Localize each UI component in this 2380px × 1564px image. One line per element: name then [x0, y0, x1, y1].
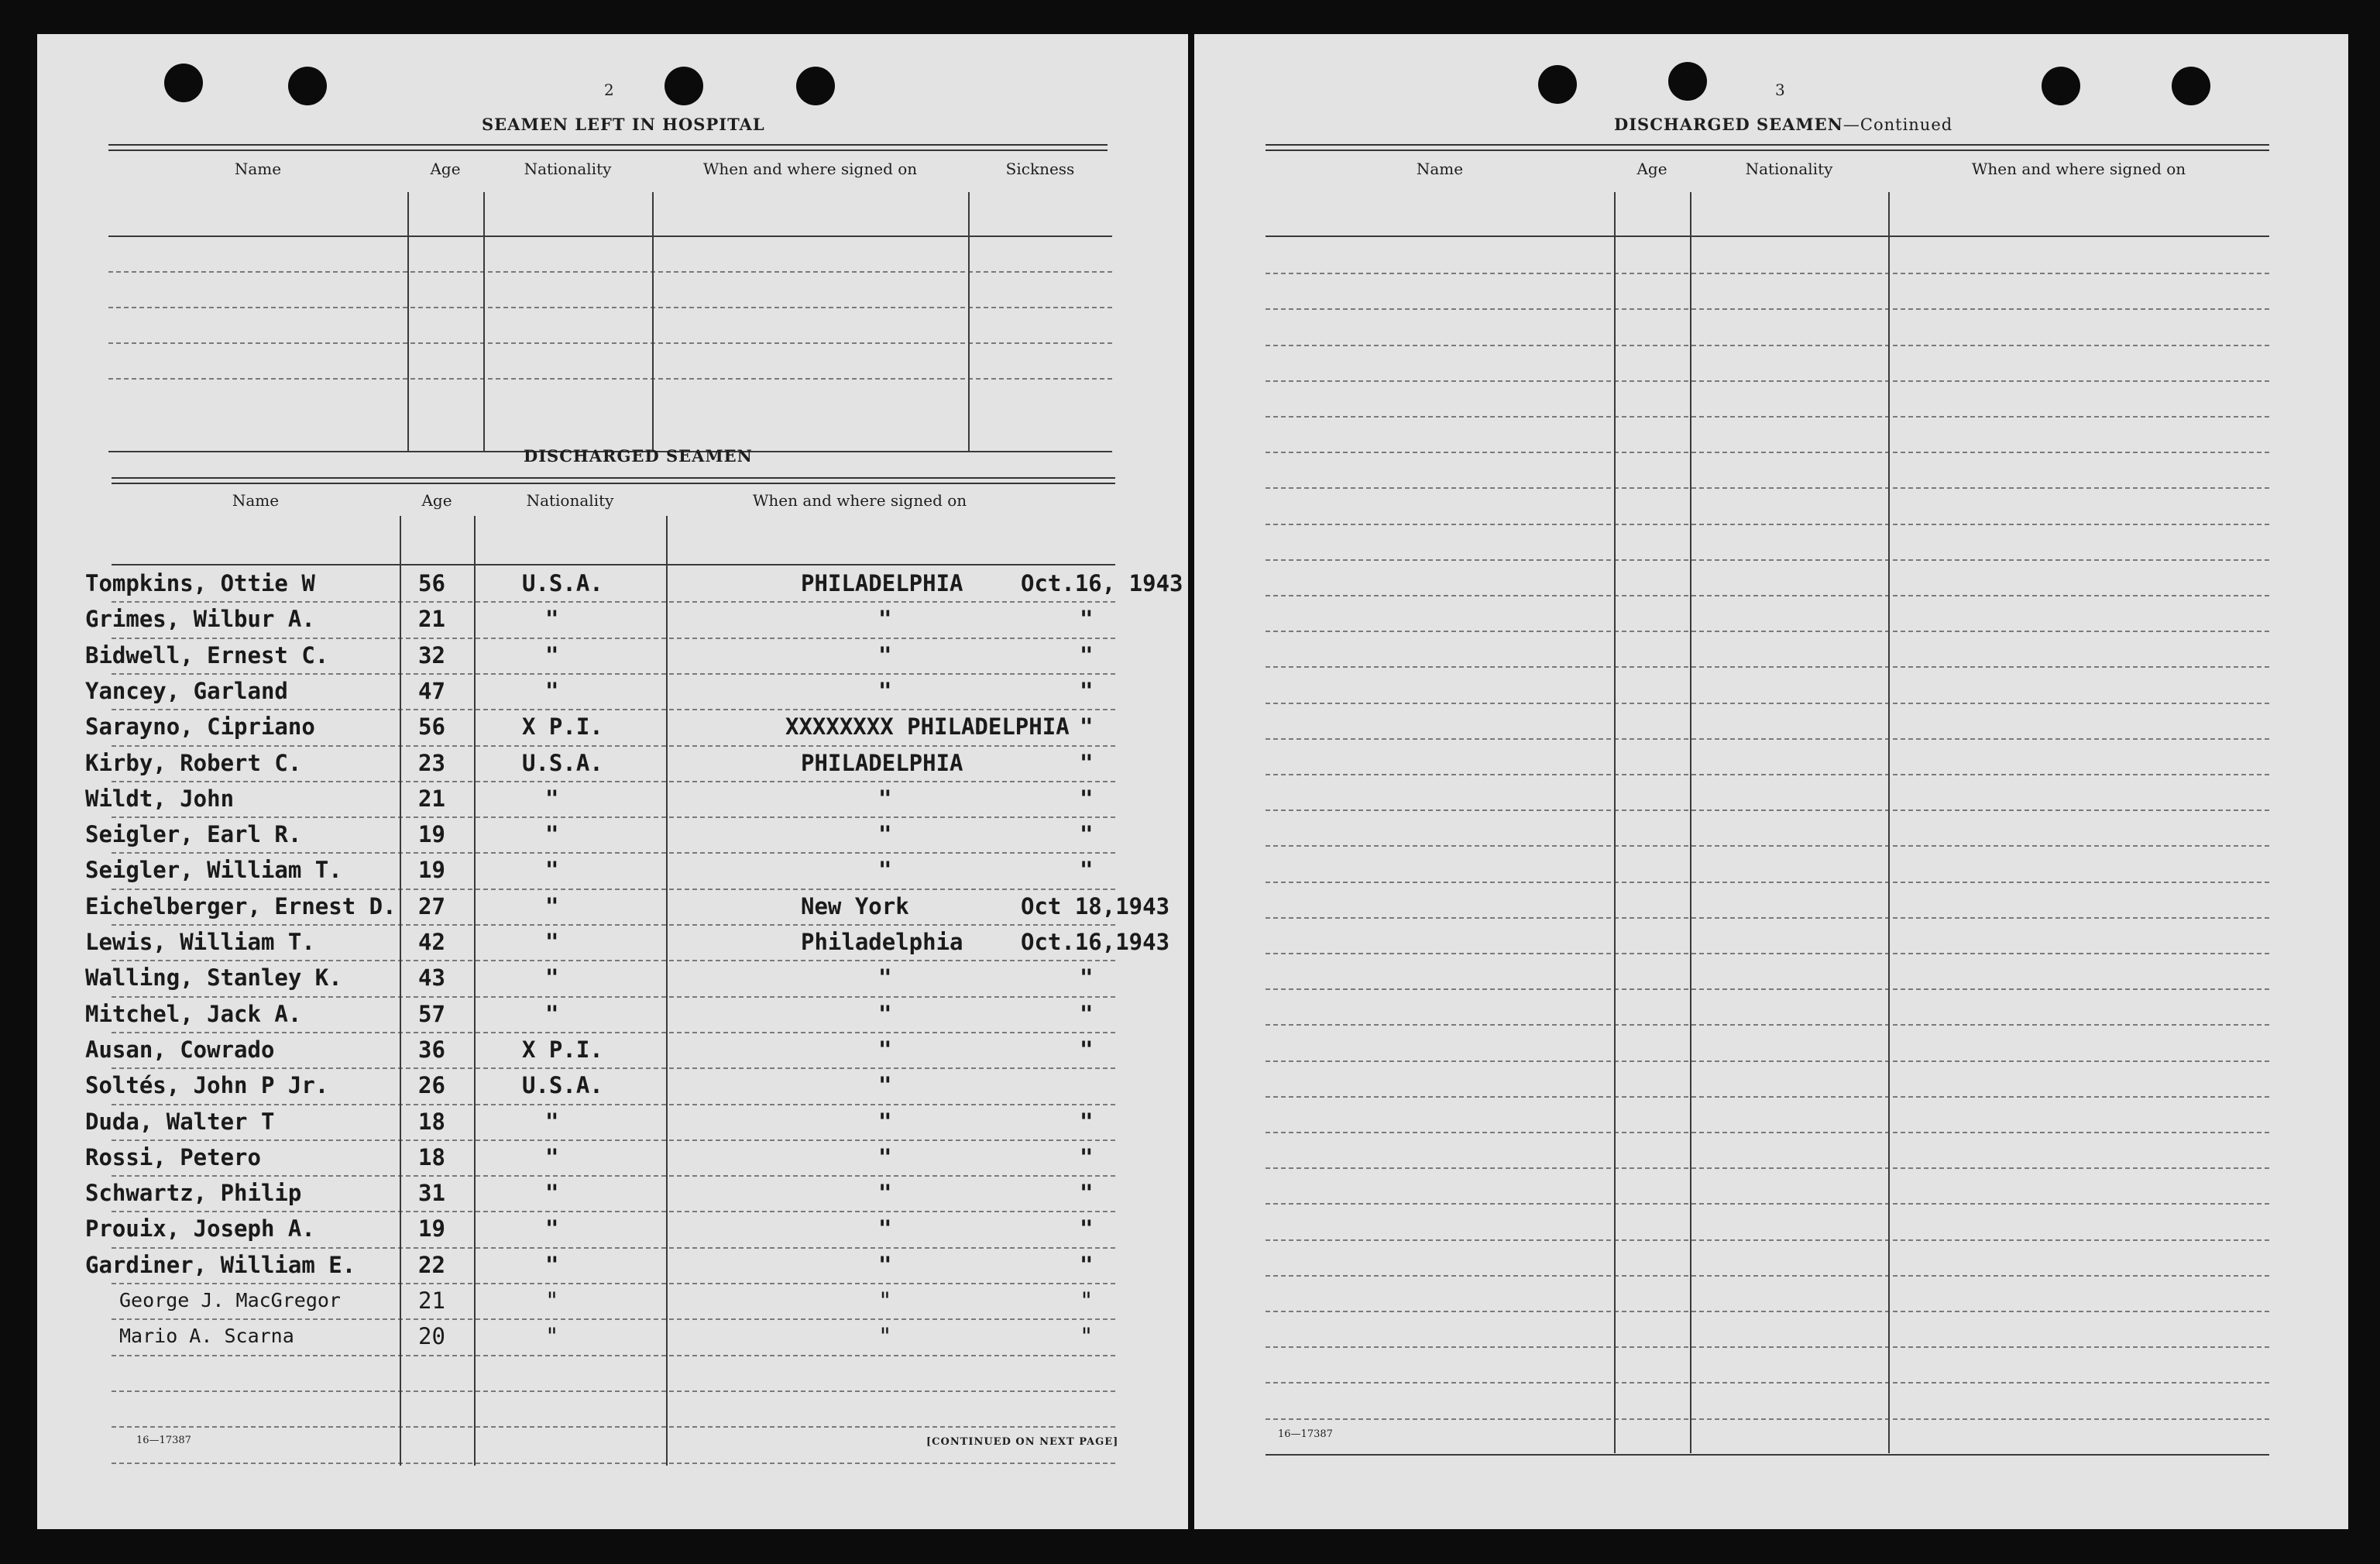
cell-place: ": [878, 1144, 892, 1170]
discharged-section-title: DISCHARGED SEAMEN: [524, 446, 753, 466]
cell-age: 19: [418, 821, 445, 847]
column-header-nationality: Nationality: [526, 491, 614, 510]
column-header-signed-on: When and where signed on: [702, 160, 918, 178]
cell-age: 22: [418, 1252, 445, 1278]
cell-nationality: ": [545, 1252, 559, 1278]
table-row: [85, 1104, 1115, 1139]
punch-hole: [164, 64, 203, 102]
cell-nationality: ": [545, 964, 559, 991]
cell-place: ": [878, 1072, 892, 1098]
cell-place: PHILADELPHIA: [801, 750, 963, 776]
cell-name: Seigler, William T.: [85, 857, 342, 883]
cell-age: 19: [418, 857, 445, 883]
cell-age: 19: [418, 1215, 445, 1242]
cell-name: Eichelberger, Ernest D.: [85, 893, 397, 919]
cell-name: Sarayno, Cipriano: [85, 713, 315, 740]
punch-hole: [2042, 67, 2080, 105]
cell-nationality: ": [545, 1144, 559, 1170]
cell-age: 26: [418, 1072, 445, 1098]
punch-hole: [1538, 65, 1577, 104]
table-row: [85, 745, 1115, 781]
column-header-nationality: Nationality: [1745, 160, 1833, 178]
column-header-age: Age: [430, 160, 461, 178]
cell-name: Mario A. Scarna: [119, 1325, 294, 1347]
cell-name: Mitchel, Jack A.: [85, 1001, 302, 1027]
cell-place: ": [878, 1036, 892, 1063]
cell-nationality: ": [545, 785, 559, 812]
cell-place: ": [878, 1252, 892, 1278]
cell-name: Ausan, Cowrado: [85, 1036, 275, 1063]
discharged-continued-table: [1266, 144, 2269, 1453]
cell-place: ": [878, 785, 892, 812]
cell-name: Schwartz, Philip: [85, 1180, 302, 1206]
continued-note: [CONTINUED ON NEXT PAGE]: [926, 1436, 1119, 1448]
cell-place: ": [878, 857, 892, 883]
cell-date: ": [1080, 1180, 1094, 1206]
column-header-name: Name: [232, 491, 280, 510]
column-header-signed-on: When and where signed on: [1971, 160, 2186, 178]
table-row: [85, 638, 1115, 673]
discharged-seamen-table: [85, 477, 1183, 1466]
cell-name: Lewis, William T.: [85, 929, 315, 955]
cell-date: ": [1080, 750, 1094, 776]
column-header-sickness: Sickness: [1005, 160, 1075, 178]
cell-place: ": [878, 821, 892, 847]
cell-nationality: ": [545, 1001, 559, 1027]
cell-nationality: X P.I.: [522, 713, 603, 740]
cell-nationality: X P.I.: [522, 1036, 603, 1063]
cell-name: Walling, Stanley K.: [85, 964, 342, 991]
cell-date: ": [1080, 821, 1094, 847]
cell-place: ": [878, 964, 892, 991]
page-number: 2: [604, 81, 614, 99]
cell-name: Bidwell, Ernest C.: [85, 642, 329, 669]
cell-name: Duda, Walter T: [85, 1109, 275, 1135]
cell-name: Yancey, Garland: [85, 678, 288, 704]
cell-nationality: ": [545, 1287, 559, 1314]
cell-place: PHILADELPHIA: [801, 570, 963, 596]
cell-date: ": [1080, 1144, 1094, 1170]
cell-name: Kirby, Robert C.: [85, 750, 302, 776]
cell-place: ": [878, 678, 892, 704]
cell-age: 47: [418, 678, 445, 704]
punch-hole: [1668, 62, 1707, 101]
cell-nationality: ": [545, 1109, 559, 1135]
cell-date: ": [1080, 857, 1094, 883]
cell-nationality: ": [545, 606, 559, 632]
page-number: 3: [1775, 81, 1785, 99]
table-row: [85, 852, 1115, 888]
column-header-age: Age: [421, 491, 452, 510]
cell-date: ": [1080, 1109, 1094, 1135]
table-row: [85, 996, 1115, 1032]
table-row: [85, 1032, 1115, 1067]
cell-age: 36: [418, 1036, 445, 1063]
cell-name: Soltés, John P Jr.: [85, 1072, 329, 1098]
cell-age: 31: [418, 1180, 445, 1206]
cell-age: 23: [418, 750, 445, 776]
cell-name: Gardiner, William E.: [85, 1252, 356, 1278]
table-row: [85, 565, 1183, 601]
table-row: [112, 1283, 1115, 1318]
cell-date: ": [1080, 1252, 1094, 1278]
cell-date: ": [1080, 642, 1094, 669]
column-header-age: Age: [1636, 160, 1667, 178]
cell-place: ": [878, 1215, 892, 1242]
cell-place: XXXXXXXX PHILADELPHIA: [785, 713, 1070, 740]
table-row: [112, 1318, 1115, 1354]
cell-age: 18: [418, 1144, 445, 1170]
cell-date: ": [1080, 678, 1094, 704]
cell-name: George J. MacGregor: [119, 1289, 341, 1311]
table-row: [85, 601, 1115, 637]
cell-name: Seigler, Earl R.: [85, 821, 302, 847]
punch-hole: [665, 67, 703, 105]
table-row: [85, 816, 1115, 852]
cell-place: ": [878, 1001, 892, 1027]
cell-age: 21: [418, 1287, 445, 1314]
table-row: [85, 709, 1115, 744]
punch-hole: [288, 67, 327, 105]
cell-nationality: U.S.A.: [522, 750, 603, 776]
cell-date: ": [1080, 1323, 1094, 1349]
cell-age: 32: [418, 642, 445, 669]
cell-place: Philadelphia: [801, 929, 963, 955]
table-row: [85, 1211, 1115, 1246]
cell-date: ": [1080, 713, 1094, 740]
cell-name: Grimes, Wilbur A.: [85, 606, 315, 632]
cell-nationality: ": [545, 929, 559, 955]
column-header-nationality: Nationality: [524, 160, 612, 178]
cell-name: Rossi, Petero: [85, 1144, 261, 1170]
cell-age: 43: [418, 964, 445, 991]
left-page: [37, 34, 1188, 1529]
cell-nationality: ": [545, 821, 559, 847]
cell-date: ": [1080, 1001, 1094, 1027]
form-number: 16—17387: [136, 1435, 191, 1446]
cell-age: 27: [418, 893, 445, 919]
cell-date: ": [1080, 1287, 1094, 1314]
cell-nationality: ": [545, 642, 559, 669]
column-header-name: Name: [1416, 160, 1464, 178]
cell-date: ": [1080, 964, 1094, 991]
cell-age: 20: [418, 1323, 445, 1349]
cell-place: ": [878, 1180, 892, 1206]
cell-place: ": [878, 1109, 892, 1135]
table-row: [85, 781, 1115, 816]
cell-age: 18: [418, 1109, 445, 1135]
table-row: [85, 924, 1170, 960]
cell-nationality: ": [545, 1180, 559, 1206]
hospital-section-title: SEAMEN LEFT IN HOSPITAL: [482, 115, 765, 134]
cell-place: ": [878, 1323, 892, 1349]
cell-date: Oct.16, 1943: [1021, 570, 1183, 596]
cell-date: ": [1080, 785, 1094, 812]
hospital-table: [108, 144, 1112, 454]
cell-place: ": [878, 1287, 892, 1314]
table-row: [85, 1175, 1115, 1211]
cell-place: ": [878, 606, 892, 632]
cell-nationality: ": [545, 1215, 559, 1242]
cell-place: New York: [801, 893, 909, 919]
cell-nationality: ": [545, 678, 559, 704]
table-row: [85, 673, 1115, 709]
cell-date: Oct.16,1943: [1021, 929, 1170, 955]
right-page-title: DISCHARGED SEAMEN—Continued: [1614, 115, 1953, 134]
cell-nationality: U.S.A.: [522, 570, 603, 596]
cell-nationality: U.S.A.: [522, 1072, 603, 1098]
cell-date: Oct 18,1943: [1021, 893, 1170, 919]
table-row: [85, 1247, 1115, 1283]
cell-date: ": [1080, 606, 1094, 632]
cell-age: 21: [418, 785, 445, 812]
cell-age: 42: [418, 929, 445, 955]
column-header-name: Name: [234, 160, 282, 178]
table-row: [85, 1139, 1115, 1175]
table-row: [85, 889, 1170, 924]
cell-age: 56: [418, 713, 445, 740]
right-page: [1194, 34, 2348, 1529]
form-number: 16—17387: [1278, 1428, 1333, 1440]
column-header-signed-on: When and where signed on: [752, 491, 967, 510]
cell-date: ": [1080, 1215, 1094, 1242]
cell-nationality: ": [545, 857, 559, 883]
cell-nationality: ": [545, 893, 559, 919]
table-row: [85, 1067, 1115, 1103]
punch-hole: [2172, 67, 2210, 105]
cell-age: 21: [418, 606, 445, 632]
cell-nationality: ": [545, 1323, 559, 1349]
cell-name: Prouix, Joseph A.: [85, 1215, 315, 1242]
cell-age: 56: [418, 570, 445, 596]
cell-name: Wildt, John: [85, 785, 235, 812]
cell-age: 57: [418, 1001, 445, 1027]
punch-hole: [796, 67, 835, 105]
table-row: [85, 960, 1115, 995]
cell-date: ": [1080, 1036, 1094, 1063]
cell-name: Tompkins, Ottie W: [85, 570, 315, 596]
cell-place: ": [878, 642, 892, 669]
